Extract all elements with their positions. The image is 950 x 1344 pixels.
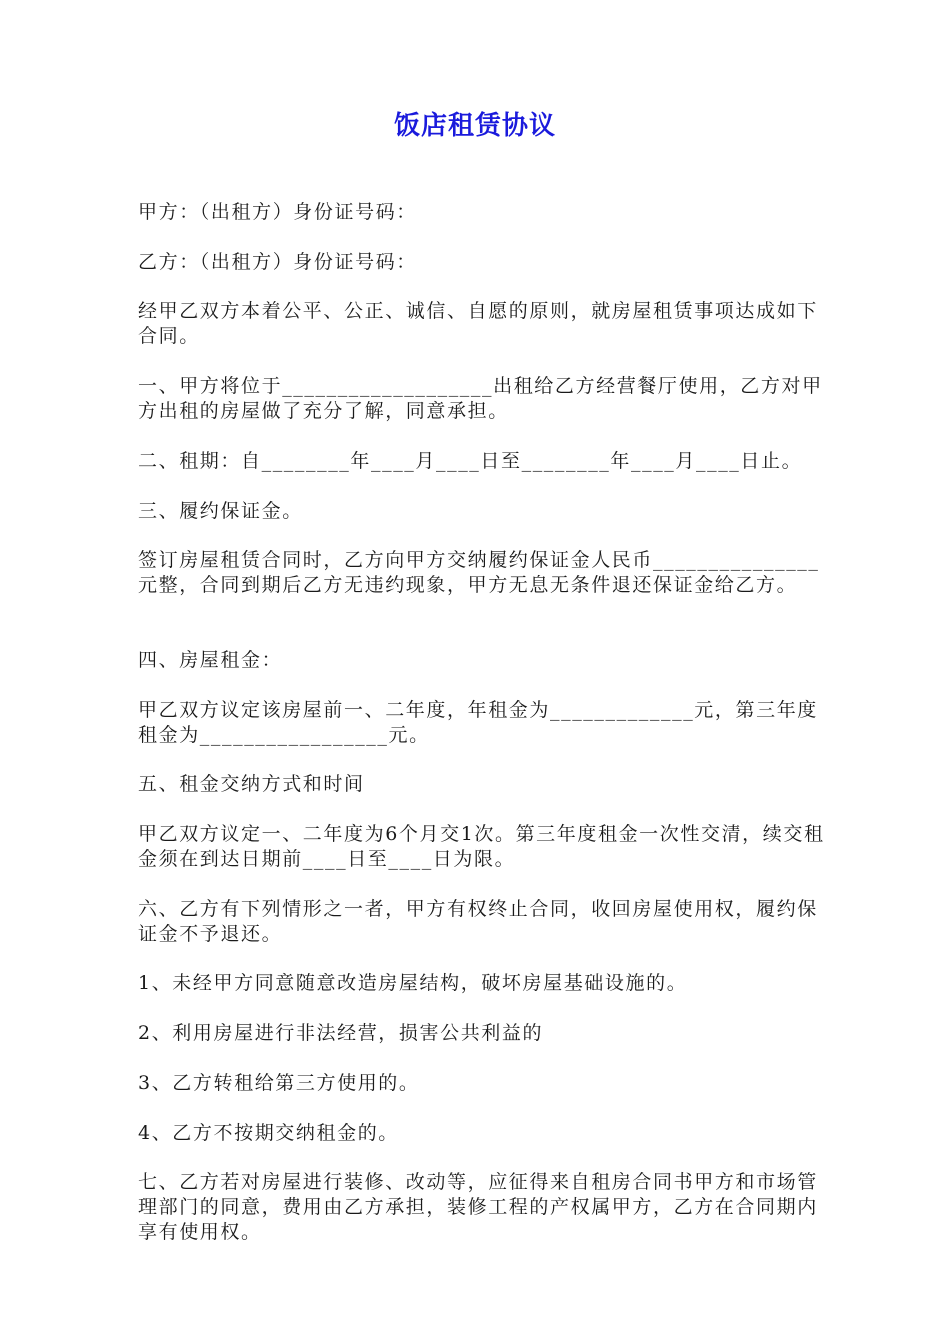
clause-1-paragraph: 一、甲方将位于___________________出租给乙方经营餐厅使用，乙方对甲方出租的房屋做了充分了解，同意承担。 (138, 375, 823, 422)
clause-5-paragraph: 甲乙双方议定一、二年度为6个月交1次。第三年度租金一次性交清，续交租金须在到达日期前____日至____日为限。 (138, 823, 825, 870)
party-b-line: 乙方：（出租方）身份证号码： (138, 251, 417, 273)
clause-4-heading: 四、房屋租金： (138, 649, 283, 671)
clause-4-paragraph: 甲乙双方议定该房屋前一、二年度，年租金为_____________元，第三年度租金为_________________元。 (138, 699, 818, 746)
clause-7-paragraph: 七、乙方若对房屋进行装修、改动等，应征得来自租房合同书甲方和市场管理部门的同意，费用由乙方承担，装修工程的产权属甲方，乙方在合同期内享有使用权。 (138, 1171, 818, 1243)
clause-6-paragraph: 六、乙方有下列情形之一者，甲方有权终止合同，收回房屋使用权，履约保证金不予退还。 (138, 898, 818, 945)
party-a-line: 甲方：（出租方）身份证号码： (138, 201, 417, 223)
list-item: 3、乙方转租给第三方使用的。 (138, 1072, 420, 1094)
clause-5-heading: 五、租金交纳方式和时间 (138, 773, 365, 795)
preamble-paragraph: 经甲乙双方本着公平、公正、诚信、自愿的原则，就房屋租赁事项达成如下合同。 (138, 300, 818, 347)
list-item: 4、乙方不按期交纳租金的。 (138, 1122, 399, 1144)
list-item: 1、未经甲方同意随意改造房屋结构，破坏房屋基础设施的。 (138, 972, 688, 994)
clause-3-paragraph: 签订房屋租赁合同时，乙方向甲方交纳履约保证金人民币_______________元整，合同到期后乙方无违约现象，甲方无息无条件退还保证金给乙方。 (138, 549, 820, 596)
clause-3-heading: 三、履约保证金。 (138, 500, 303, 522)
clause-2-paragraph: 二、租期：自________年____月____日至________年____月____日止。 (138, 450, 803, 472)
list-item: 2、利用房屋进行非法经营，损害公共利益的 (138, 1022, 544, 1044)
document-title: 饭店租赁协议 (393, 111, 556, 141)
